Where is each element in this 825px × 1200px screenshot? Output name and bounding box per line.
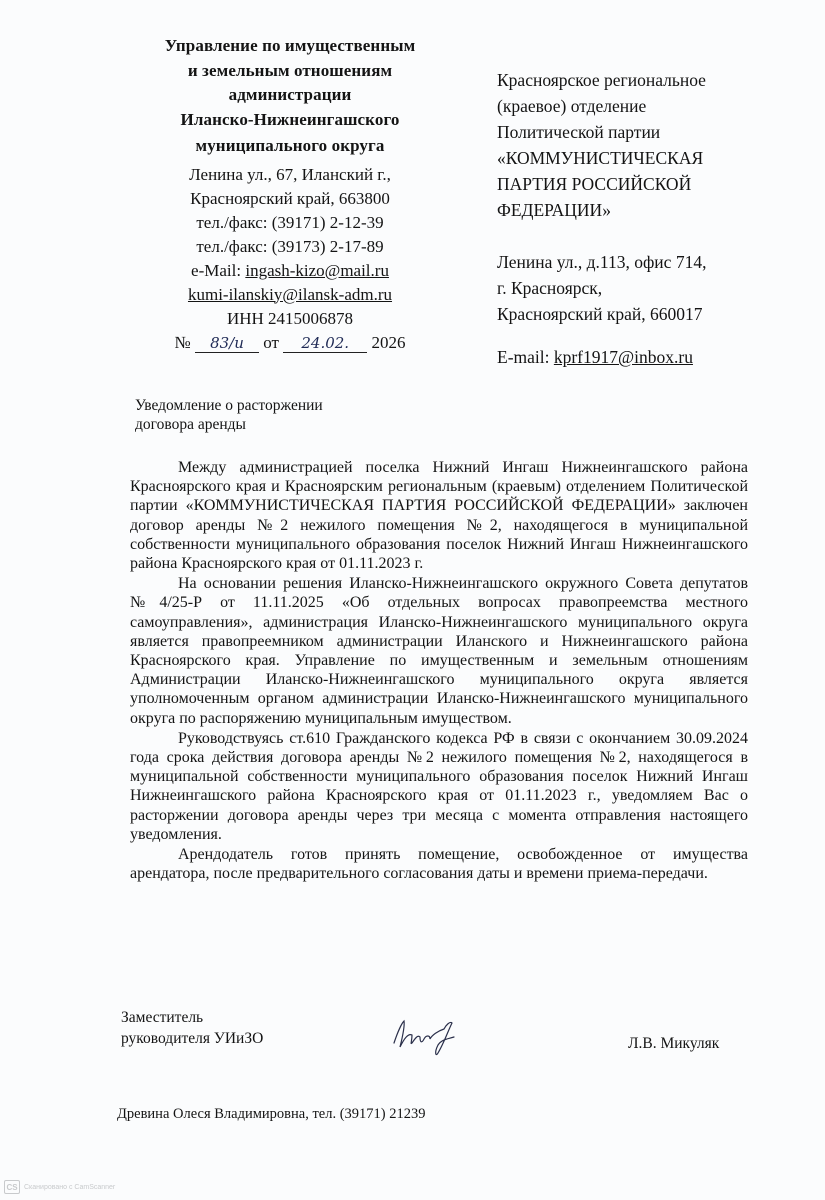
recipient-line: ФЕДЕРАЦИИ» [497, 200, 611, 220]
signatory-title-line: Заместитель [121, 1009, 204, 1026]
sender-block [130, 34, 450, 355]
executor-contact: Древина Олеся Владимировна, тел. (39171) 21239 [117, 1106, 426, 1122]
sender-organization [130, 34, 450, 159]
body-paragraph: На основании решения Иланско-Нижнеингашского окружного Совета депутатов №4/25-Р от 11.11.2025 «Об отдельных вопросах правопреемства местного самоуправления», администрация Иланско-Нижнеингашского муниципального округа является правопреемником администрации Иланского и Нижнеингашского района Красноярского края. Управление по имущественным и земельным отношениям Администрации Иланско-Нижнеингашского муниципального округа является уполномоченным органом администрации Иланско-Нижнеингашского муниципального округа по распоряжению муниципальным имуществом. [130, 575, 748, 727]
recipient-line: Красноярское региональное [497, 70, 706, 90]
signatory-title [121, 1007, 263, 1049]
camscanner-logo-icon: CS [4, 1180, 20, 1194]
watermark-text: Сканировано с CamScanner [24, 1183, 116, 1191]
body-paragraph: Арендодатель готов принять помещение, освобожденное от имущества арендатора, после предварительного согласования даты и времени приема-передачи. [130, 846, 748, 883]
recipient-email-label: E-mail: [497, 347, 554, 367]
letter-body [130, 458, 748, 883]
reg-number-label: № [174, 332, 191, 352]
sender-phone-1: тел./факс: (39171) 2-12-39 [196, 212, 384, 232]
sender-email-1-link[interactable]: ingash-kizo@mail.ru [245, 260, 389, 280]
handwritten-signature-icon [388, 1013, 468, 1058]
recipient-email-row [497, 344, 787, 370]
sender-phone-2: тел./факс: (39173) 2-17-89 [196, 236, 384, 256]
sender-email-label: e-Mail: [191, 260, 246, 280]
subject-line: договора аренды [135, 416, 246, 433]
sender-org-line: Управление по имущественным [164, 36, 416, 55]
sender-inn: ИНН 2415006878 [226, 308, 354, 328]
sender-org-line: муниципального округа [195, 136, 385, 155]
signatory-title-line: руководителя УИиЗО [121, 1030, 264, 1047]
recipient-line: ПАРТИЯ РОССИЙСКОЙ [497, 174, 692, 194]
body-paragraph: Руководствуясь ст.610 Гражданского кодекса РФ в связи с окончанием 30.09.2024 года срока действия договора аренды №2 нежилого помещения №2, находящегося в муниципальной собственности муниципального образования поселок Нижний Ингаш Нижнеингашского района Красноярского края от 01.11.2023 г., уведомляем Вас о расторжении договора аренды через три месяца с момента отправления настоящего уведомления. [130, 729, 748, 843]
scanner-watermark [4, 1180, 115, 1194]
sender-org-line: Иланско-Нижнеингашского [180, 109, 400, 129]
reg-date-handwritten: 24.02. [283, 334, 367, 353]
reg-date-label: от [263, 332, 279, 352]
recipient-line: «КОММУНИСТИЧЕСКАЯ [497, 148, 704, 168]
sender-address-line: Ленина ул., 67, Иланский г., [189, 164, 391, 184]
recipient-address-line: Красноярский край, 660017 [497, 304, 703, 324]
sender-email-row [130, 259, 450, 283]
sender-org-line: и земельным отношениям [187, 60, 393, 80]
recipient-address-line: Ленина ул., д.113, офис 714, [497, 252, 707, 272]
sender-org-line: администрации [228, 85, 352, 104]
body-paragraph: Между администрацией поселка Нижний Ингаш Нижнеингашского района Красноярского края и Красноярским региональным (краевым) отделением Политической партии «КОММУНИСТИЧЕСКАЯ ПАРТИЯ РОССИЙСКОЙ ФЕДЕРАЦИИ» заключен договор аренды №2 нежилого помещения №2, находящегося в муниципальной собственности муниципального образования поселок Нижний Ингаш Нижнеингашского района Красноярского края от 01.11.2023 г. [130, 459, 748, 573]
letter-subject [135, 396, 323, 434]
reg-number-handwritten: 83/и [195, 334, 259, 353]
recipient-block [497, 67, 787, 370]
subject-line: Уведомление о расторжении [135, 397, 323, 414]
reg-year: 2026 [371, 332, 406, 352]
recipient-email-link[interactable]: kprf1917@inbox.ru [553, 347, 693, 367]
sender-address-line: Красноярский край, 663800 [190, 188, 390, 208]
registration-number-row [130, 331, 450, 355]
recipient-address-line: г. Красноярск, [497, 278, 603, 298]
signatory-name: Л.В. Микуляк [628, 1035, 720, 1052]
recipient-line: (краевое) отделение [497, 96, 647, 116]
sender-email-2-link[interactable]: kumi-ilanskiy@ilansk-adm.ru [187, 284, 393, 304]
recipient-line: Политической партии [497, 122, 661, 142]
